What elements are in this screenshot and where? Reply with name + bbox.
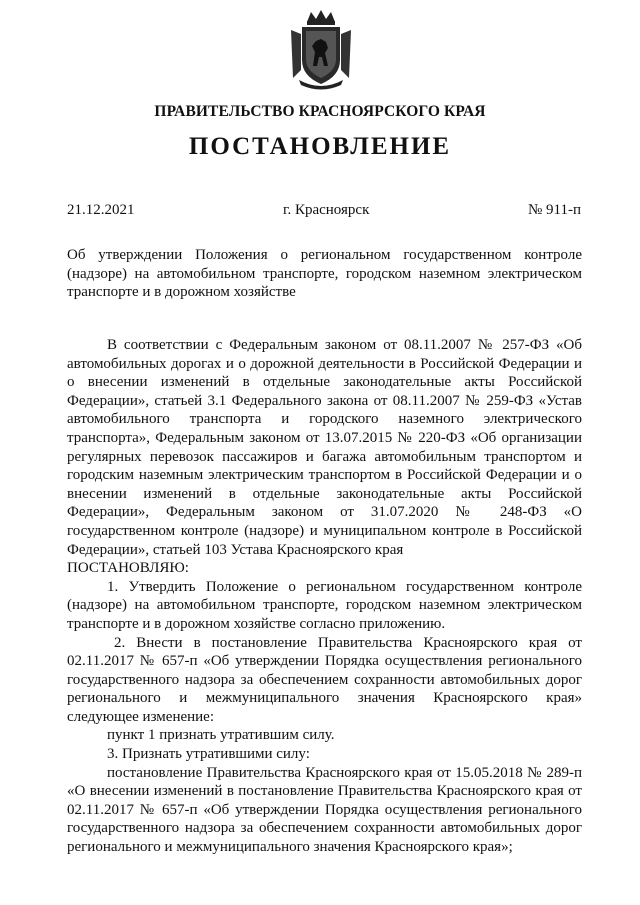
document-date: 21.12.2021 <box>67 202 135 218</box>
resolve-statement: ПОСТАНОВЛЯЮ: <box>67 560 189 577</box>
organization-name: ПРАВИТЕЛЬСТВО КРАСНОЯРСКОГО КРАЯ <box>154 103 486 120</box>
item-1-paragraph: 1. Утвердить Положение о региональном государственном контроле (надзоре) на автомобильном транспорте, городском наземном электрическом транспорте и в дорожном хозяйстве согласно приложению. <box>67 578 582 632</box>
document-city: г. Красноярск <box>283 202 370 218</box>
item-2-subparagraph: пункт 1 признать утратившим силу. <box>107 727 335 744</box>
item-3-paragraph: 3. Признать утратившими силу: <box>107 746 310 763</box>
document-number: № 911-п <box>527 202 581 218</box>
preamble-paragraph: В соответствии с Федеральным законом от 08.11.2007 № 257-ФЗ «Об автомобильных дорогах и о дорожной деятельности в Российской Федерации и о внесении изменений в отдельные законодательные акты Российской Федерации», статьей 3.1 Федерального закона от 08.11.2007 № 259-ФЗ «Устав автомобильного транспорта и городского наземного электрического транспорта», Федеральным законом от 13.07.2015 № 220-ФЗ «Об организации регулярных перевозок пассажиров и багажа автомобильным транспортом и городским наземным электрическим транспортом в Российской Федерации и о внесении изменений в отдельные законодательные акты Российской Федерации», Федеральным законом от 31.07.2020 № 248-ФЗ «О государственном контроле (надзоре) и муниципальном контроле в Российской Федерации», статьей 103 Устава Красноярского края <box>67 337 582 558</box>
krasnoyarsk-coat-of-arms-icon <box>285 8 357 90</box>
document-body <box>67 336 582 857</box>
document-type: ПОСТАНОВЛЕНИЕ <box>188 133 452 160</box>
item-2-paragraph: 2. Внести в постановление Правительства Красноярского края от 02.11.2017 № 657-п «Об утверждении Порядка осуществления регионального государственного надзора за обеспечением сохранности автомобильных дорог регионального и межмуниципального значения Красноярского края» следующее изменение: <box>67 634 582 725</box>
document-title: Об утверждении Положения о региональном государственном контроле (надзоре) на автомобильном транспорте, городском наземном электрическом транспорте и в дорожном хозяйстве <box>67 247 582 300</box>
item-3-subparagraph: постановление Правительства Красноярского края от 15.05.2018 № 289-п «О внесении изменений в постановление Правительства Красноярского края от 02.11.2017 № 657-п «Об утверждении Порядка осуществления регионального государственного надзора за обеспечением сохранности автомобильных дорог регионального и межмуниципального значения Красноярского края»; <box>67 764 582 856</box>
